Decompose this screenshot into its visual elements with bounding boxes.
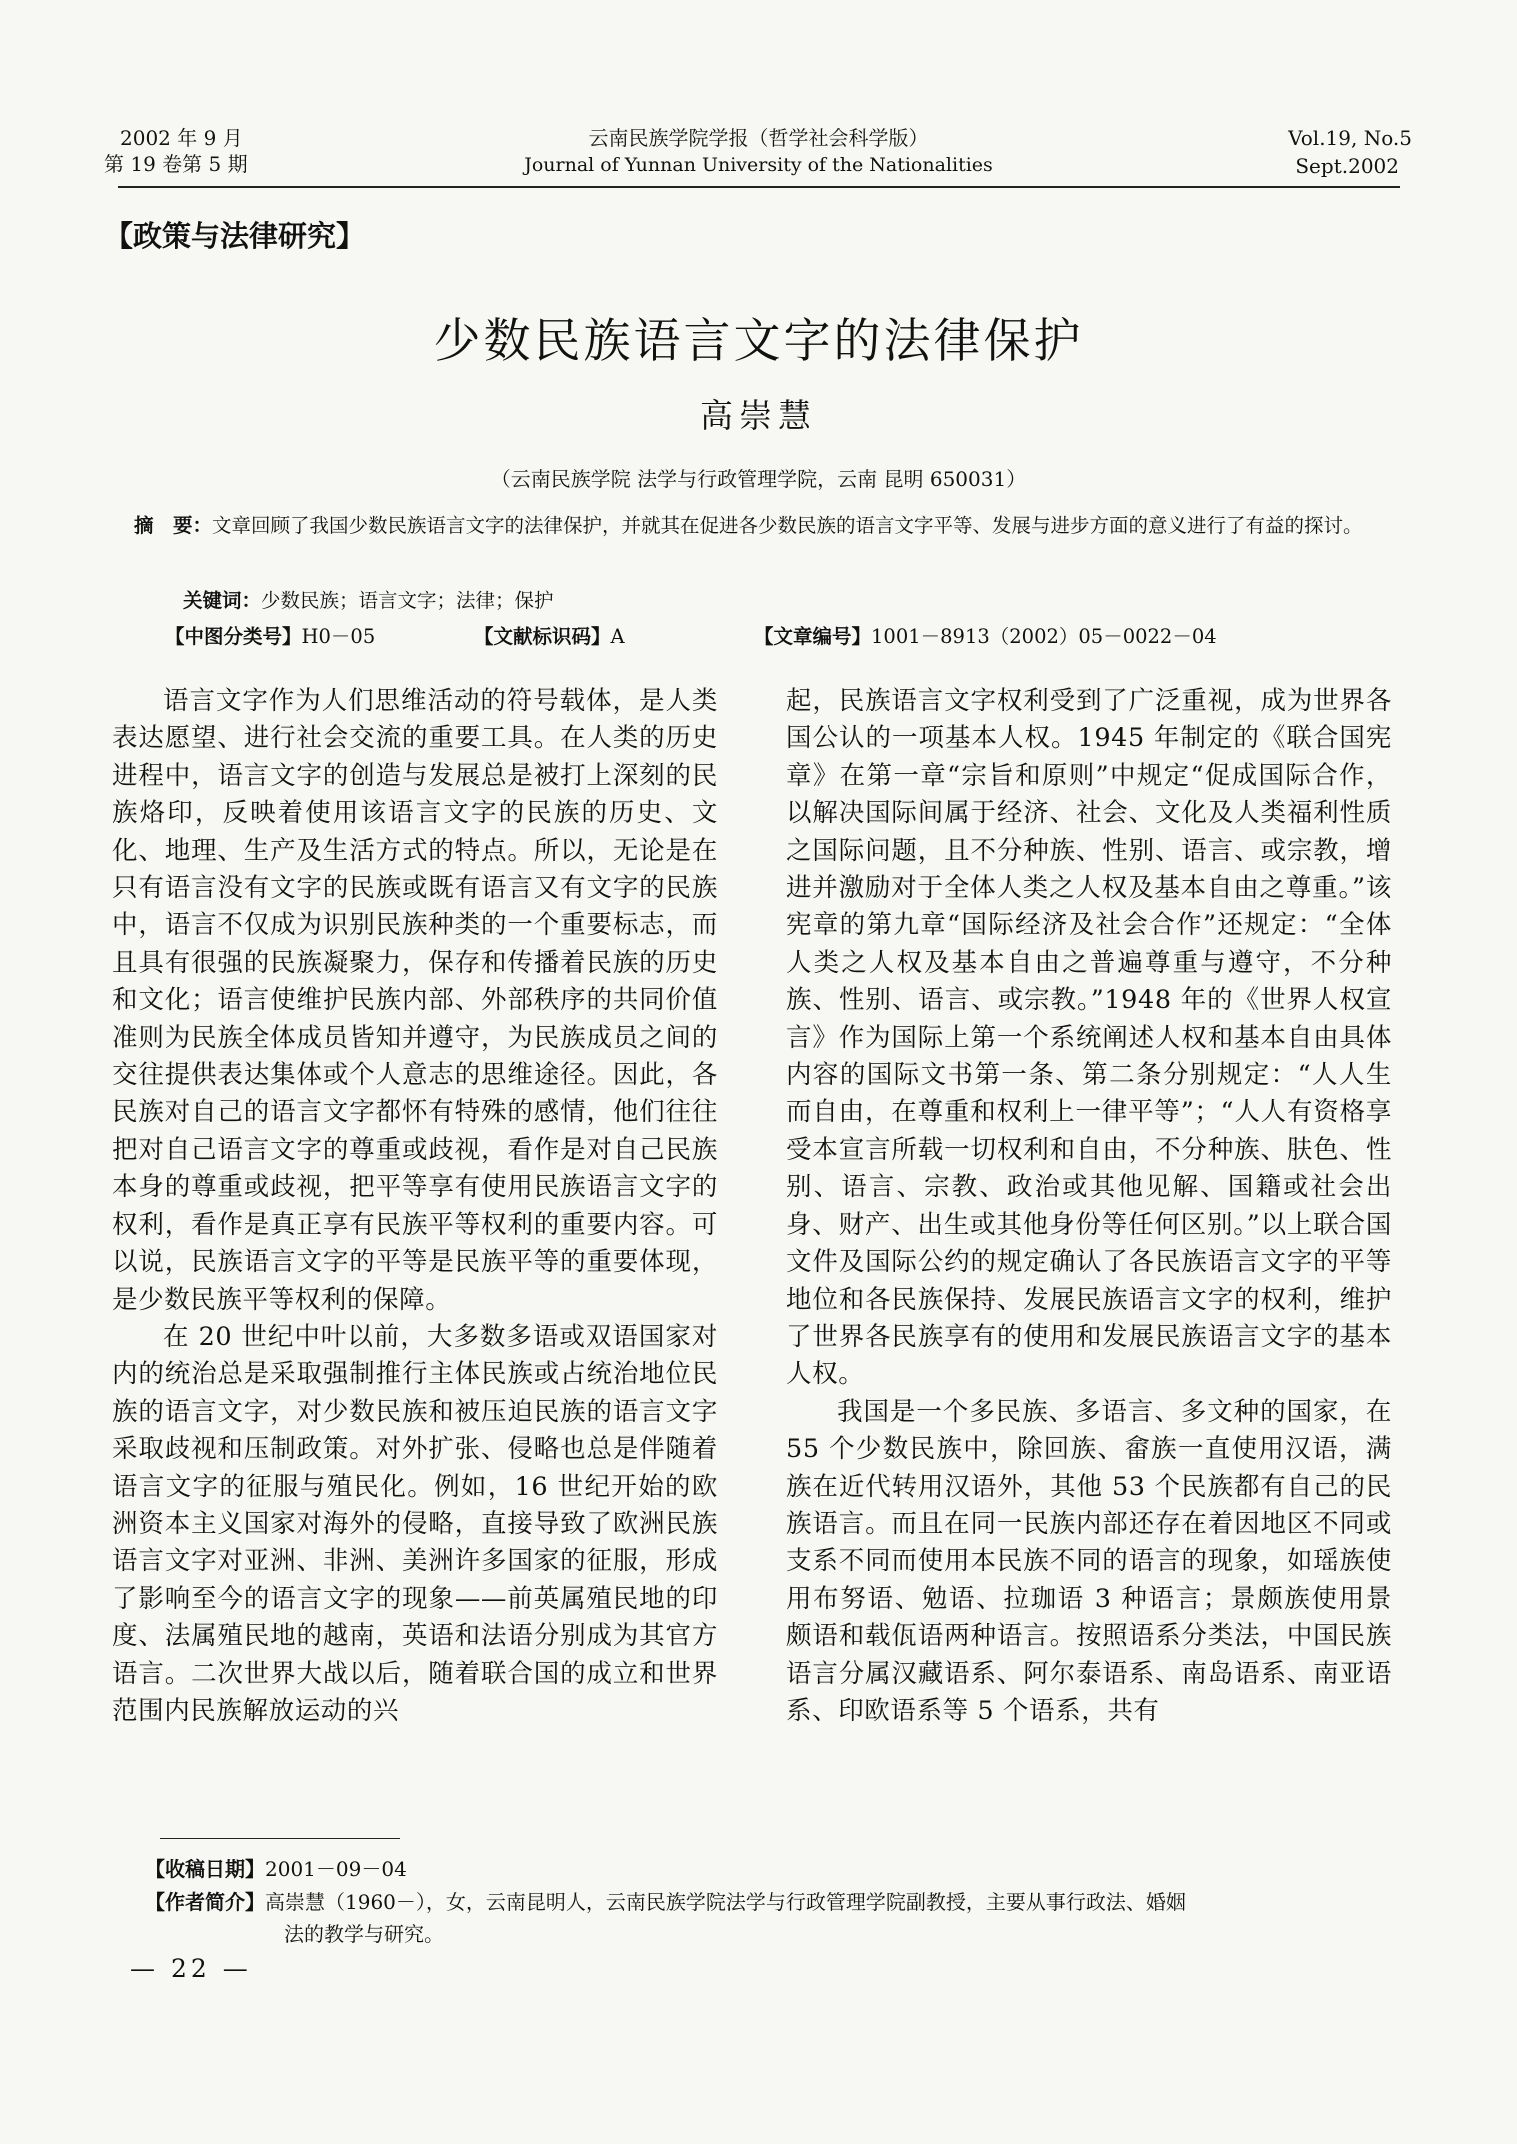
doc-code-value: A bbox=[610, 625, 625, 648]
author-bio-label: 【作者简介】 bbox=[145, 1890, 265, 1914]
keywords-text: 少数民族；语言文字；法律；保护 bbox=[261, 589, 554, 612]
article-author: 高崇慧 bbox=[700, 396, 817, 435]
article-title: 少数民族语言文字的法律保护 bbox=[433, 314, 1084, 369]
header-vol-en: Vol.19, No.5 bbox=[1288, 126, 1412, 150]
keywords bbox=[183, 585, 554, 613]
header-date-en: Sept.2002 bbox=[1295, 154, 1399, 178]
body-left-column bbox=[112, 683, 718, 1730]
body-paragraph: 我国是一个多民族、多语言、多文种的国家，在 55 个少数民族中，除回族、畲族一直使用汉语，满族在近代转用汉语外，其他 53 个民族都有自己的民族语言。而且在同一民族内部还存在着因地区不同或支系不同而使用本民族不同的语言的现象，如瑶族使用布努语、勉语、拉珈语 3 种语言；景颇族使用景颇语和载佤语两种语言。按照语系分类法，中国民族语言分属汉藏语系、阿尔泰语系、南岛语系、南亚语系、印欧语系等 5 个语系，共有 bbox=[786, 1396, 1392, 1726]
received-label: 【收稿日期】 bbox=[145, 1857, 265, 1881]
received-value: 2001－09－04 bbox=[265, 1857, 407, 1881]
author-affiliation: （云南民族学院 法学与行政管理学院，云南 昆明 650031） bbox=[490, 467, 1027, 491]
footnote-author-bio bbox=[145, 1886, 1405, 1918]
footnote-received bbox=[145, 1853, 407, 1885]
article-no-label: 【文章编号】 bbox=[754, 625, 872, 648]
footnote-author-bio-cont: 法的教学与研究。 bbox=[284, 1922, 444, 1946]
header-journal-cn: 云南民族学院学报（哲学社会科学版） bbox=[588, 126, 929, 150]
header-journal-en: Journal of Yunnan University of the Nationalities bbox=[524, 154, 993, 176]
body-right-column bbox=[786, 683, 1392, 1730]
body-paragraph: 语言文字作为人们思维活动的符号载体，是人类表达愿望、进行社会交流的重要工具。在人类的历史进程中，语言文字的创造与发展总是被打上深刻的民族烙印，反映着使用该语言文字的民族的历史、文化、地理、生产及生活方式的特点。所以，无论是在只有语言没有文字的民族或既有语言又有文字的民族中，语言不仅成为识别民族种类的一个重要标志，而且具有很强的民族凝聚力，保存和传播着民族的历史和文化；语言使维护民族内部、外部秩序的共同价值准则为民族全体成员皆知并遵守，为民族成员之间的交往提供表达集体或个人意志的思维途径。因此，各民族对自己的语言文字都怀有特殊的感情，他们往往把对自己语言文字的尊重或歧视，看作是对自己民族本身的尊重或歧视，把平等享有使用民族语言文字的权利，看作是真正享有民族平等权利的重要内容。可以说，民族语言文字的平等是民族平等的重要体现，是少数民族平等权利的保障。 bbox=[112, 686, 718, 1315]
keywords-label: 关键词： bbox=[183, 589, 262, 612]
abstract-label: 摘 要： bbox=[134, 514, 213, 537]
classification-label: 【中图分类号】 bbox=[165, 625, 302, 648]
footnote-rule bbox=[160, 1838, 400, 1839]
abstract bbox=[134, 511, 1386, 541]
section-tag: 【政策与法律研究】 bbox=[104, 219, 366, 253]
classification-number bbox=[165, 621, 375, 649]
article-number bbox=[754, 621, 1217, 649]
header-rule bbox=[118, 186, 1400, 188]
author-bio-value: 高崇慧（1960－），女，云南昆明人，云南民族学院法学与行政管理学院副教授，主要从事行政法、婚姻 bbox=[265, 1890, 1186, 1914]
classification-value: H0－05 bbox=[301, 625, 376, 648]
header-date: 2002 年 9 月 bbox=[120, 126, 243, 150]
body-paragraph: 起，民族语言文字权利受到了广泛重视，成为世界各国公认的一项基本人权。1945 年制定的《联合国宪章》在第一章“宗旨和原则”中规定“促成国际合作，以解决国际间属于经济、社会、文化及人类福利性质之国际问题，且不分种族、性别、语言、或宗教，增进并激励对于全体人类之人权及基本自由之尊重。”该宪章的第九章“国际经济及社会合作”还规定：“全体人类之人权及基本自由之普遍尊重与遵守，不分种族、性别、语言、或宗教。”1948 年的《世界人权宣言》作为国际上第一个系统阐述人权和基本自由具体内容的国际文书第一条、第二条分别规定：“人人生而自由，在尊重和权利上一律平等”；“人人有资格享受本宣言所载一切权利和自由，不分种族、肤色、性别、语言、宗教、政治或其他见解、国籍或社会出身、财产、出生或其他身份等任何区别。”以上联合国文件及国际公约的规定确认了各民族语言文字的平等地位和各民族保持、发展民族语言文字的权利，维护了世界各民族享有的使用和发展民族语言文字的基本人权。 bbox=[786, 686, 1392, 1390]
document-code bbox=[474, 621, 625, 649]
page-number: — 22 — bbox=[130, 1954, 252, 1983]
header-volume-issue: 第 19 卷第 5 期 bbox=[104, 152, 248, 176]
article-no-value: 1001－8913（2002）05－0022－04 bbox=[871, 625, 1217, 648]
abstract-text: 文章回顾了我国少数民族语言文字的法律保护，并就其在促进各少数民族的语言文字平等、发展与进步方面的意义进行了有益的探讨。 bbox=[212, 514, 1363, 537]
doc-code-label: 【文献标识码】 bbox=[474, 625, 611, 648]
body-paragraph: 在 20 世纪中叶以前，大多数多语或双语国家对内的统治总是采取强制推行主体民族或占统治地位民族的语言文字，对少数民族和被压迫民族的语言文字采取歧视和压制政策。对外扩张、侵略也总是伴随着语言文字的征服与殖民化。例如，16 世纪开始的欧洲资本主义国家对海外的侵略，直接导致了欧洲民族语言文字对亚洲、非洲、美洲许多国家的征服，形成了影响至今的语言文字的现象——前英属殖民地的印度、法属殖民地的越南，英语和法语分别成为其官方语言。二次世界大战以后，随着联合国的成立和世界范围内民族解放运动的兴 bbox=[112, 1321, 718, 1726]
